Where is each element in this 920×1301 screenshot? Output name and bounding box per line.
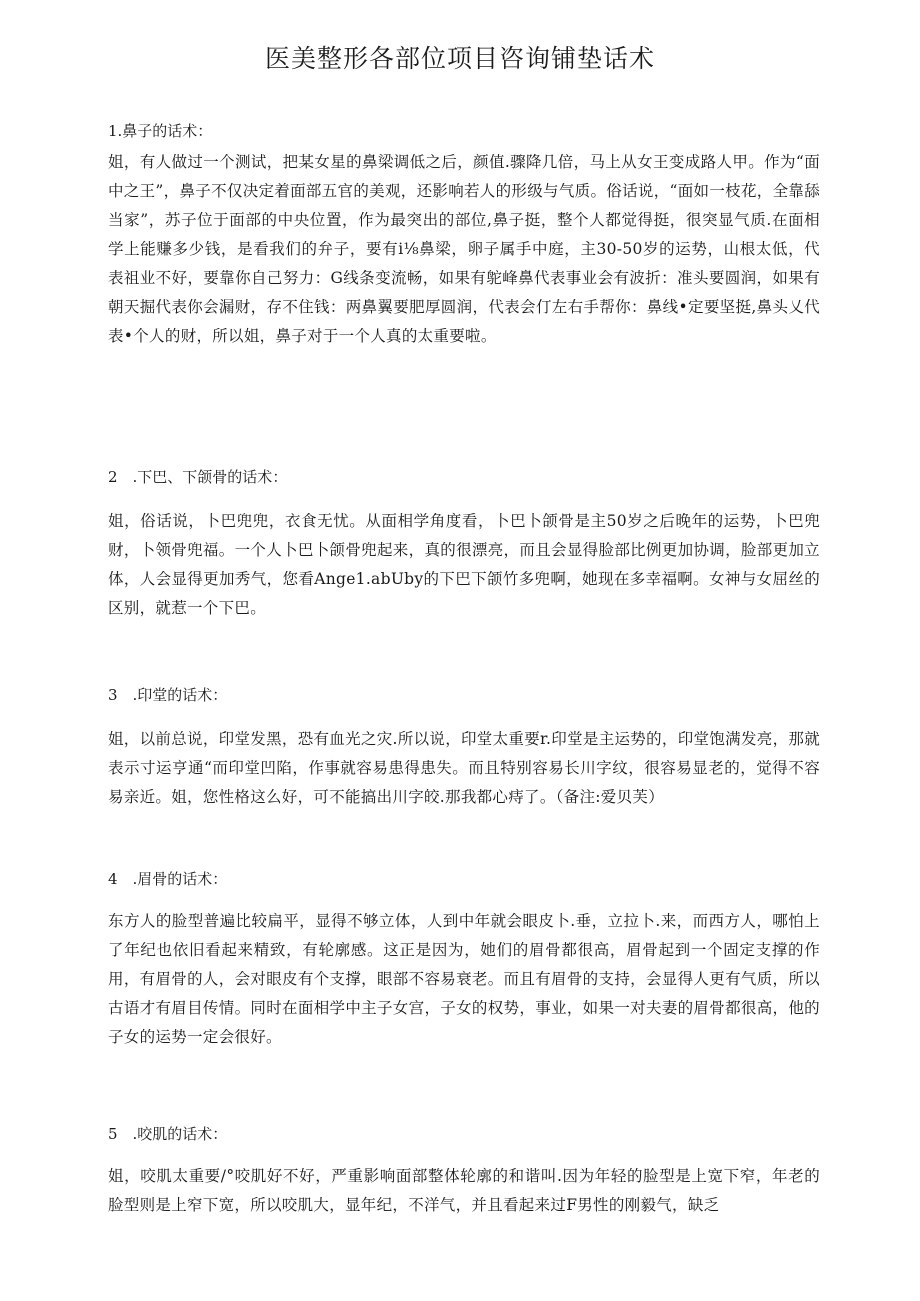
section-body-glabella: 姐，以前总说，印堂发黑，恐有血光之灾.所以说，印堂太重要r.印堂是主运势的，印堂饱满发亮，那就表示寸运亨通“而印堂凹陷，作事就容易患得患失。而且特别容易长川字纹，很容易显老的，觉得不容易亲近。姐，您性格这么好，可不能搞出川字皎.那我都心痔了。（备注:爱贝芙） [108, 730, 820, 806]
section-heading-brow-bone: 4 .眉骨的话术： [108, 870, 228, 888]
section-heading-glabella: 3 .印堂的话术： [108, 686, 228, 704]
section-body-chin: 姐，俗话说，卜巴兜兜，衣食无忧。从面相学角度看，卜巴卜颌骨是主50岁之后晚年的运势，卜巴兜财，卜领骨兜福。一个人卜巴卜颌骨兜起来，真的很漂亮，而且会显得脸部比例更加协调，脸部更加立体，人会显得更加秀气，您看Ange1.abUby的下巴下颌竹多兜啊，她现在多幸福啊。女神与女屈丝的区别，就惹一个下巴。 [108, 512, 820, 617]
section-heading-chin: 2 .下巴、下颌骨的话术： [108, 468, 288, 486]
section-body-brow-bone: 东方人的脸型普遍比较扁平，显得不够立体，人到中年就会眼皮卜.垂，立拉卜.来，而西方人，哪怕上了年纪也依旧看起来精致，有轮廓感。这正是因为，她们的眉骨都很高，眉骨起到一个固定支撑的作用，有眉骨的人，会对眼皮有个支撑，眼部不容易衰老。而且有眉骨的支持，会显得人更有气质，所以古语才有眉目传情。同时在面相学中主子女宫，子女的权势，事业，如果一对夫妻的眉骨都很高，他的子女的运势一定会很好。 [108, 912, 820, 1046]
section-heading-masseter: 5 .咬肌的话术： [108, 1125, 228, 1143]
document-title: 医美整形各部位项目咨询铺垫话术 [264, 44, 655, 73]
section-body-nose: 姐，有人做过一个测试，把某女星的鼻梁调低之后，颜值.骤降几倍，马上从女王变成路人甲。作为“面中之王”，鼻子不仅决定着面部五官的美观，还影响若人的形级与气质。俗话说，“面如一枝花，全靠舔当家”，苏子位于面部的中央位置，作为最突出的部位,鼻子挺，整个人都觉得挺，很突显气质.在面相学上能赚多少钱，是看我们的弁子，要有i⅛鼻梁，卵子属手中庭，主30-50岁的运势，山根太低，代表祖业不好，要靠你自己努力：G线条变流畅，如果有鸵峰鼻代表事业会有波折：准头要圆润，如果有朝天掘代表你会漏财，存不住钱：两鼻翼要肥厚圆润，代表会仃左右手帮你：鼻线•定要坚挺,鼻头乂代表•个人的财，所以姐，鼻子对于一个人真的太重要啦。 [108, 153, 820, 345]
section-heading-nose: 1.鼻子的话术： [108, 122, 213, 140]
section-body-masseter: 姐，咬肌太重要/°咬肌好不好，严重影响面部整体轮廓的和谐叫.因为年轻的脸型是上宽下窄，年老的脸型则是上窄下宽，所以咬肌大，显年纪，不洋气，并且看起来过F男性的刚毅气，缺乏 [108, 1167, 820, 1214]
